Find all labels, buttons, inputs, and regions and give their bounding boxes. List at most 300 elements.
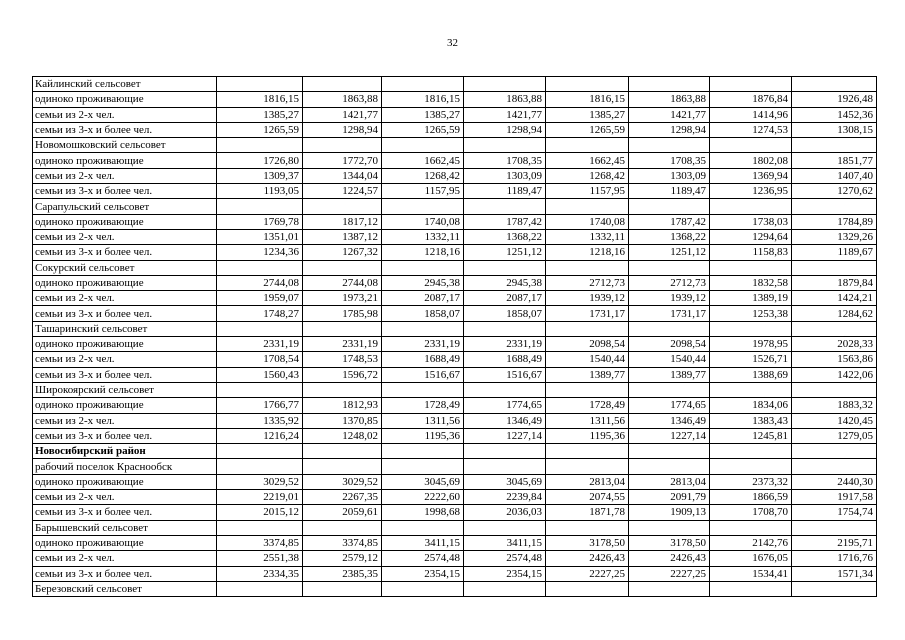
row-label: семьи из 2-х чел. — [33, 490, 217, 505]
value-cell: 1424,21 — [792, 291, 877, 306]
value-cell: 1383,43 — [710, 413, 792, 428]
value-cell: 2744,08 — [217, 275, 303, 290]
value-cell: 1385,27 — [546, 107, 629, 122]
value-cell — [303, 520, 382, 535]
value-cell: 1978,95 — [710, 337, 792, 352]
value-cell: 2945,38 — [382, 275, 464, 290]
table-row — [33, 535, 877, 550]
value-cell: 1385,27 — [217, 107, 303, 122]
table-row — [33, 505, 877, 520]
value-cell: 1774,65 — [464, 398, 546, 413]
value-cell: 1216,24 — [217, 428, 303, 443]
value-cell: 1708,54 — [217, 352, 303, 367]
value-cell: 1368,22 — [464, 229, 546, 244]
group-row — [33, 77, 877, 92]
table-row — [33, 306, 877, 321]
value-cell: 1298,94 — [464, 122, 546, 137]
value-cell: 1268,42 — [546, 168, 629, 183]
value-cell: 1748,53 — [303, 352, 382, 367]
value-cell: 1688,49 — [464, 352, 546, 367]
value-cell: 1270,62 — [792, 184, 877, 199]
value-cell — [217, 444, 303, 459]
value-cell: 1787,42 — [464, 214, 546, 229]
value-cell: 3045,69 — [382, 474, 464, 489]
table-row — [33, 122, 877, 137]
value-cell: 2574,48 — [382, 551, 464, 566]
value-cell — [303, 459, 382, 474]
group-label: Широкоярский сельсовет — [33, 382, 217, 397]
value-cell — [217, 138, 303, 153]
value-cell — [464, 138, 546, 153]
value-cell — [303, 581, 382, 596]
row-label: семьи из 2-х чел. — [33, 551, 217, 566]
value-cell: 1816,15 — [546, 92, 629, 107]
value-cell: 1309,37 — [217, 168, 303, 183]
value-cell — [629, 520, 710, 535]
value-cell: 1766,77 — [217, 398, 303, 413]
value-cell: 2195,71 — [792, 535, 877, 550]
value-cell: 1346,49 — [629, 413, 710, 428]
value-cell: 1265,59 — [546, 122, 629, 137]
table-row — [33, 428, 877, 443]
district-label: Новосибирский район — [33, 444, 217, 459]
value-cell: 1726,80 — [217, 153, 303, 168]
value-cell: 2813,04 — [546, 474, 629, 489]
table-row — [33, 398, 877, 413]
value-cell — [217, 199, 303, 214]
value-cell: 2551,38 — [217, 551, 303, 566]
value-cell: 1858,07 — [464, 306, 546, 321]
value-cell: 2227,25 — [546, 566, 629, 581]
value-cell: 2087,17 — [464, 291, 546, 306]
value-cell — [464, 459, 546, 474]
value-cell: 1265,59 — [382, 122, 464, 137]
value-cell — [792, 459, 877, 474]
group-label: Сокурский сельсовет — [33, 260, 217, 275]
value-cell: 1571,34 — [792, 566, 877, 581]
value-cell: 1303,09 — [464, 168, 546, 183]
value-cell — [464, 199, 546, 214]
value-cell: 2331,19 — [464, 337, 546, 352]
value-cell — [629, 138, 710, 153]
value-cell — [464, 321, 546, 336]
value-cell: 1303,09 — [629, 168, 710, 183]
value-cell — [792, 199, 877, 214]
district-row — [33, 444, 877, 459]
row-label: семьи из 3-х и более чел. — [33, 367, 217, 382]
value-cell: 1596,72 — [303, 367, 382, 382]
value-cell: 1560,43 — [217, 367, 303, 382]
value-cell: 1308,15 — [792, 122, 877, 137]
value-cell — [217, 382, 303, 397]
value-cell: 2440,30 — [792, 474, 877, 489]
value-cell: 2074,55 — [546, 490, 629, 505]
value-cell: 1389,77 — [629, 367, 710, 382]
value-cell: 1871,78 — [546, 505, 629, 520]
value-cell: 2331,19 — [303, 337, 382, 352]
value-cell — [464, 520, 546, 535]
value-cell: 1414,96 — [710, 107, 792, 122]
row-label: семьи из 2-х чел. — [33, 291, 217, 306]
table-row — [33, 92, 877, 107]
value-cell: 1787,42 — [629, 214, 710, 229]
row-label: одиноко проживающие — [33, 214, 217, 229]
value-cell — [464, 260, 546, 275]
value-cell: 3411,15 — [464, 535, 546, 550]
value-cell: 2712,73 — [629, 275, 710, 290]
value-cell: 2426,43 — [546, 551, 629, 566]
value-cell — [303, 260, 382, 275]
value-cell: 2331,19 — [382, 337, 464, 352]
page-number: 32 — [447, 37, 458, 49]
value-cell — [546, 520, 629, 535]
value-cell: 1883,32 — [792, 398, 877, 413]
value-cell: 2744,08 — [303, 275, 382, 290]
value-cell: 1236,95 — [710, 184, 792, 199]
value-cell — [382, 382, 464, 397]
value-cell: 3411,15 — [382, 535, 464, 550]
value-cell — [303, 444, 382, 459]
value-cell — [792, 138, 877, 153]
value-cell: 1452,36 — [792, 107, 877, 122]
group-row — [33, 520, 877, 535]
value-cell: 1973,21 — [303, 291, 382, 306]
value-cell: 2098,54 — [546, 337, 629, 352]
table-row — [33, 229, 877, 244]
value-cell: 1279,05 — [792, 428, 877, 443]
value-cell — [629, 77, 710, 92]
value-cell — [303, 382, 382, 397]
value-cell: 3374,85 — [303, 535, 382, 550]
table-row — [33, 367, 877, 382]
tariff-table — [32, 76, 877, 597]
value-cell: 1227,14 — [464, 428, 546, 443]
value-cell: 1832,58 — [710, 275, 792, 290]
value-cell — [546, 321, 629, 336]
value-cell: 1662,45 — [546, 153, 629, 168]
value-cell: 2574,48 — [464, 551, 546, 566]
value-cell: 1926,48 — [792, 92, 877, 107]
value-cell — [792, 260, 877, 275]
value-cell — [464, 581, 546, 596]
row-label: семьи из 2-х чел. — [33, 352, 217, 367]
value-cell: 1332,11 — [546, 229, 629, 244]
row-label: семьи из 3-х и более чел. — [33, 428, 217, 443]
row-label: семьи из 2-х чел. — [33, 168, 217, 183]
value-cell: 3374,85 — [217, 535, 303, 550]
value-cell: 1563,86 — [792, 352, 877, 367]
value-cell — [546, 581, 629, 596]
value-cell: 1234,36 — [217, 245, 303, 260]
value-cell — [382, 77, 464, 92]
value-cell: 1389,77 — [546, 367, 629, 382]
value-cell: 1385,27 — [382, 107, 464, 122]
value-cell: 1812,93 — [303, 398, 382, 413]
row-label: семьи из 2-х чел. — [33, 229, 217, 244]
table-row — [33, 337, 877, 352]
table-row — [33, 551, 877, 566]
value-cell: 2239,84 — [464, 490, 546, 505]
group-label: Барышевский сельсовет — [33, 520, 217, 535]
value-cell — [464, 382, 546, 397]
value-cell: 1311,56 — [546, 413, 629, 428]
value-cell: 2091,79 — [629, 490, 710, 505]
group-row — [33, 321, 877, 336]
row-label: семьи из 3-х и более чел. — [33, 505, 217, 520]
value-cell: 1748,27 — [217, 306, 303, 321]
value-cell: 1879,84 — [792, 275, 877, 290]
value-cell: 2142,76 — [710, 535, 792, 550]
row-label: одиноко проживающие — [33, 398, 217, 413]
value-cell — [792, 77, 877, 92]
value-cell: 1731,17 — [629, 306, 710, 321]
value-cell: 1421,77 — [629, 107, 710, 122]
value-cell — [382, 444, 464, 459]
value-cell: 1959,07 — [217, 291, 303, 306]
group-row — [33, 382, 877, 397]
row-label: семьи из 2-х чел. — [33, 107, 217, 122]
table-row — [33, 153, 877, 168]
table-row — [33, 413, 877, 428]
value-cell: 1267,32 — [303, 245, 382, 260]
value-cell — [382, 138, 464, 153]
value-cell: 1540,44 — [546, 352, 629, 367]
value-cell: 1311,56 — [382, 413, 464, 428]
group-row — [33, 459, 877, 474]
value-cell: 1251,12 — [629, 245, 710, 260]
value-cell — [546, 260, 629, 275]
value-cell: 1218,16 — [382, 245, 464, 260]
value-cell — [217, 77, 303, 92]
value-cell: 1332,11 — [382, 229, 464, 244]
value-cell: 1863,88 — [303, 92, 382, 107]
group-row — [33, 581, 877, 596]
value-cell — [546, 459, 629, 474]
value-cell: 1388,69 — [710, 367, 792, 382]
value-cell — [792, 321, 877, 336]
value-cell — [629, 382, 710, 397]
value-cell: 1407,40 — [792, 168, 877, 183]
value-cell: 1298,94 — [303, 122, 382, 137]
table-row — [33, 275, 877, 290]
value-cell: 1421,77 — [303, 107, 382, 122]
value-cell: 1346,49 — [464, 413, 546, 428]
value-cell: 2712,73 — [546, 275, 629, 290]
value-cell — [792, 520, 877, 535]
group-label: рабочий поселок Краснообск — [33, 459, 217, 474]
value-cell: 1708,35 — [629, 153, 710, 168]
value-cell — [710, 199, 792, 214]
value-cell — [710, 459, 792, 474]
value-cell — [710, 321, 792, 336]
value-cell: 1816,15 — [217, 92, 303, 107]
value-cell — [629, 459, 710, 474]
value-cell — [382, 520, 464, 535]
value-cell: 1298,94 — [629, 122, 710, 137]
value-cell: 2331,19 — [217, 337, 303, 352]
value-cell: 2385,35 — [303, 566, 382, 581]
value-cell: 1816,15 — [382, 92, 464, 107]
value-cell — [382, 199, 464, 214]
value-cell: 1785,98 — [303, 306, 382, 321]
value-cell: 1772,70 — [303, 153, 382, 168]
value-cell — [546, 77, 629, 92]
value-cell — [710, 260, 792, 275]
value-cell: 1253,38 — [710, 306, 792, 321]
value-cell: 1526,71 — [710, 352, 792, 367]
value-cell: 3178,50 — [629, 535, 710, 550]
value-cell — [382, 459, 464, 474]
value-cell: 1227,14 — [629, 428, 710, 443]
value-cell: 1774,65 — [629, 398, 710, 413]
value-cell — [629, 444, 710, 459]
value-cell: 1224,57 — [303, 184, 382, 199]
value-cell: 1218,16 — [546, 245, 629, 260]
table-row — [33, 291, 877, 306]
value-cell: 1329,26 — [792, 229, 877, 244]
value-cell: 1157,95 — [546, 184, 629, 199]
value-cell: 2087,17 — [382, 291, 464, 306]
value-cell: 1422,06 — [792, 367, 877, 382]
value-cell: 1387,12 — [303, 229, 382, 244]
value-cell: 2219,01 — [217, 490, 303, 505]
value-cell: 2028,33 — [792, 337, 877, 352]
value-cell: 1728,49 — [382, 398, 464, 413]
row-label: семьи из 3-х и более чел. — [33, 184, 217, 199]
value-cell — [303, 199, 382, 214]
table-row — [33, 474, 877, 489]
value-cell: 1740,08 — [546, 214, 629, 229]
value-cell: 1421,77 — [464, 107, 546, 122]
group-label: Березовский сельсовет — [33, 581, 217, 596]
value-cell — [546, 199, 629, 214]
row-label: семьи из 3-х и более чел. — [33, 122, 217, 137]
row-label: семьи из 3-х и более чел. — [33, 566, 217, 581]
value-cell: 1540,44 — [629, 352, 710, 367]
value-cell: 2267,35 — [303, 490, 382, 505]
group-label: Новомошковский сельсовет — [33, 138, 217, 153]
value-cell: 1876,84 — [710, 92, 792, 107]
value-cell: 1866,59 — [710, 490, 792, 505]
value-cell — [710, 444, 792, 459]
value-cell: 1245,81 — [710, 428, 792, 443]
value-cell: 1784,89 — [792, 214, 877, 229]
value-cell — [382, 581, 464, 596]
row-label: одиноко проживающие — [33, 337, 217, 352]
value-cell — [710, 581, 792, 596]
table-row — [33, 490, 877, 505]
value-cell — [792, 581, 877, 596]
value-cell — [629, 581, 710, 596]
value-cell — [546, 138, 629, 153]
value-cell: 1195,36 — [546, 428, 629, 443]
value-cell: 1534,41 — [710, 566, 792, 581]
value-cell — [629, 260, 710, 275]
value-cell: 1662,45 — [382, 153, 464, 168]
row-label: одиноко проживающие — [33, 92, 217, 107]
value-cell: 1917,58 — [792, 490, 877, 505]
value-cell — [710, 520, 792, 535]
value-cell: 1834,06 — [710, 398, 792, 413]
value-cell — [710, 77, 792, 92]
table-row — [33, 245, 877, 260]
value-cell: 1265,59 — [217, 122, 303, 137]
value-cell: 1863,88 — [464, 92, 546, 107]
value-cell — [546, 444, 629, 459]
value-cell: 3045,69 — [464, 474, 546, 489]
value-cell: 2813,04 — [629, 474, 710, 489]
row-label: семьи из 3-х и более чел. — [33, 306, 217, 321]
table-row — [33, 168, 877, 183]
value-cell: 1335,92 — [217, 413, 303, 428]
value-cell: 2579,12 — [303, 551, 382, 566]
value-cell: 2222,60 — [382, 490, 464, 505]
value-cell: 1284,62 — [792, 306, 877, 321]
value-cell: 1268,42 — [382, 168, 464, 183]
value-cell: 3029,52 — [217, 474, 303, 489]
value-cell: 1939,12 — [629, 291, 710, 306]
value-cell: 1193,05 — [217, 184, 303, 199]
value-cell: 2945,38 — [464, 275, 546, 290]
value-cell: 1716,76 — [792, 551, 877, 566]
value-cell: 2098,54 — [629, 337, 710, 352]
value-cell — [792, 382, 877, 397]
group-label: Ташаринский сельсовет — [33, 321, 217, 336]
value-cell: 1802,08 — [710, 153, 792, 168]
value-cell — [710, 382, 792, 397]
value-cell — [629, 321, 710, 336]
table-row — [33, 214, 877, 229]
table-row — [33, 352, 877, 367]
row-label: одиноко проживающие — [33, 535, 217, 550]
value-cell — [382, 321, 464, 336]
group-row — [33, 138, 877, 153]
value-cell: 1351,01 — [217, 229, 303, 244]
value-cell — [217, 321, 303, 336]
value-cell: 1189,47 — [629, 184, 710, 199]
value-cell: 1851,77 — [792, 153, 877, 168]
value-cell: 2373,32 — [710, 474, 792, 489]
row-label: семьи из 2-х чел. — [33, 413, 217, 428]
value-cell: 1516,67 — [464, 367, 546, 382]
group-row — [33, 260, 877, 275]
value-cell — [464, 444, 546, 459]
value-cell: 1251,12 — [464, 245, 546, 260]
value-cell: 2426,43 — [629, 551, 710, 566]
value-cell: 1754,74 — [792, 505, 877, 520]
table-row — [33, 566, 877, 581]
value-cell: 1158,83 — [710, 245, 792, 260]
value-cell — [303, 321, 382, 336]
value-cell: 1939,12 — [546, 291, 629, 306]
group-row — [33, 199, 877, 214]
row-label: одиноко проживающие — [33, 275, 217, 290]
value-cell: 1189,47 — [464, 184, 546, 199]
table-row — [33, 184, 877, 199]
value-cell — [629, 199, 710, 214]
value-cell — [217, 581, 303, 596]
value-cell: 1274,53 — [710, 122, 792, 137]
value-cell: 2334,35 — [217, 566, 303, 581]
value-cell: 1817,12 — [303, 214, 382, 229]
value-cell: 1909,13 — [629, 505, 710, 520]
value-cell: 1740,08 — [382, 214, 464, 229]
value-cell: 1516,67 — [382, 367, 464, 382]
value-cell: 1998,68 — [382, 505, 464, 520]
value-cell: 1294,64 — [710, 229, 792, 244]
value-cell: 1858,07 — [382, 306, 464, 321]
table-row — [33, 107, 877, 122]
